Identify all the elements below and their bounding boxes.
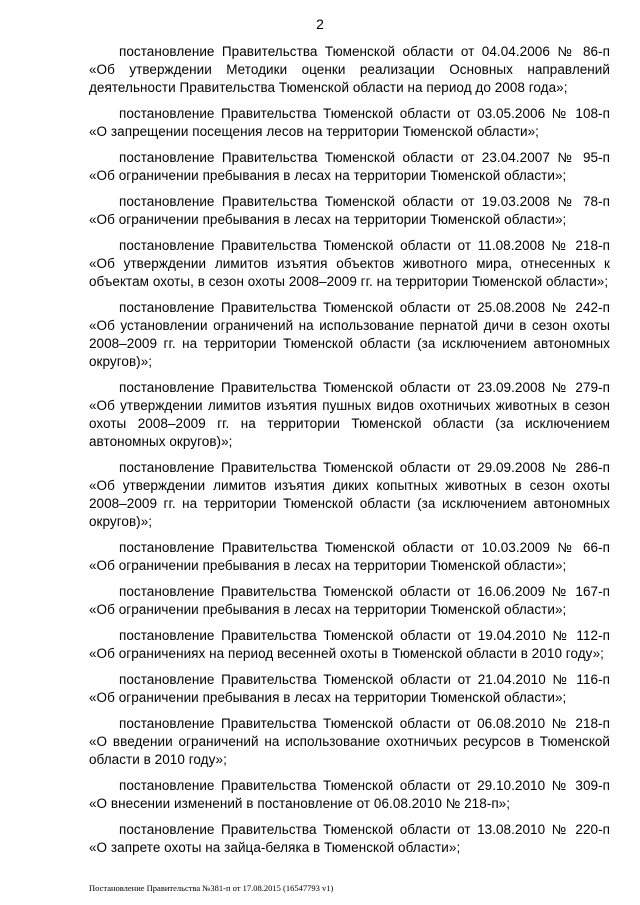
list-item: постановление Правительства Тюменской области от 19.03.2008 № 78-п «Об ограничении пребывания в лесах на территории Тюменской области»; — [89, 194, 610, 227]
list-item: постановление Правительства Тюменской области от 10.03.2009 № 66-п «Об ограничении пребывания в лесах на территории Тюменской области»; — [89, 540, 610, 573]
list-item: постановление Правительства Тюменской области от 16.06.2009 № 167-п «Об ограничении пребывания в лесах на территории Тюменской области»; — [89, 584, 610, 617]
list-item: постановление Правительства Тюменской области от 29.09.2008 № 286-п «Об утверждении лимитов изъятия диких копытных животных в сезон охоты 2008–2009 гг. на территории Тюменской области (за исключением автономных округов)»; — [89, 460, 610, 529]
document-body — [89, 43, 610, 865]
list-item: постановление Правительства Тюменской области от 03.05.2006 № 108-п «О запрещении посещения лесов на территории Тюменской области»; — [89, 106, 610, 139]
document-footer: Постановление Правительства №381-п от 17.08.2015 (16547793 v1) — [89, 883, 334, 893]
list-item: постановление Правительства Тюменской области от 04.04.2006 № 86-п «Об утверждении Методики оценки реализации Основных направлений деятельности Правительства Тюменской области на период до 2008 года»; — [89, 44, 610, 95]
page-number: 2 — [316, 16, 324, 32]
list-item: постановление Правительства Тюменской области от 29.10.2010 № 309-п «О внесении изменений в постановление от 06.08.2010 № 218-п»; — [89, 778, 610, 811]
list-item: постановление Правительства Тюменской области от 23.04.2007 № 95-п «Об ограничении пребывания в лесах на территории Тюменской области»; — [89, 150, 610, 183]
list-item: постановление Правительства Тюменской области от 25.08.2008 № 242-п «Об установлении ограничений на использование пернатой дичи в сезон охоты 2008–2009 гг. на территории Тюменской области (за исключением автономных округов)»; — [89, 300, 610, 369]
list-item: постановление Правительства Тюменской области от 11.08.2008 № 218-п «Об утверждении лимитов изъятия объектов животного мира, отнесенных к объектам охоты, в сезон охоты 2008–2009 гг. на территории Тюменской области»; — [89, 238, 610, 289]
list-item: постановление Правительства Тюменской области от 19.04.2010 № 112-п «Об ограничениях на период весенней охоты в Тюменской области в 2010 году»; — [89, 628, 610, 661]
list-item: постановление Правительства Тюменской области от 06.08.2010 № 218-п «О введении ограничений на использование охотничьих ресурсов в Тюменской области в 2010 году»; — [89, 716, 610, 767]
list-item: постановление Правительства Тюменской области от 21.04.2010 № 116-п «Об ограничении пребывания в лесах на территории Тюменской области»; — [89, 672, 610, 705]
list-item: постановление Правительства Тюменской области от 23.09.2008 № 279-п «Об утверждении лимитов изъятия пушных видов охотничьих животных в сезон охоты 2008–2009 гг. на территории Тюменской области (за исключением автономных округов)»; — [89, 380, 610, 449]
list-item: постановление Правительства Тюменской области от 13.08.2010 № 220-п «О запрете охоты на зайца-беляка в Тюменской области»; — [89, 822, 610, 855]
